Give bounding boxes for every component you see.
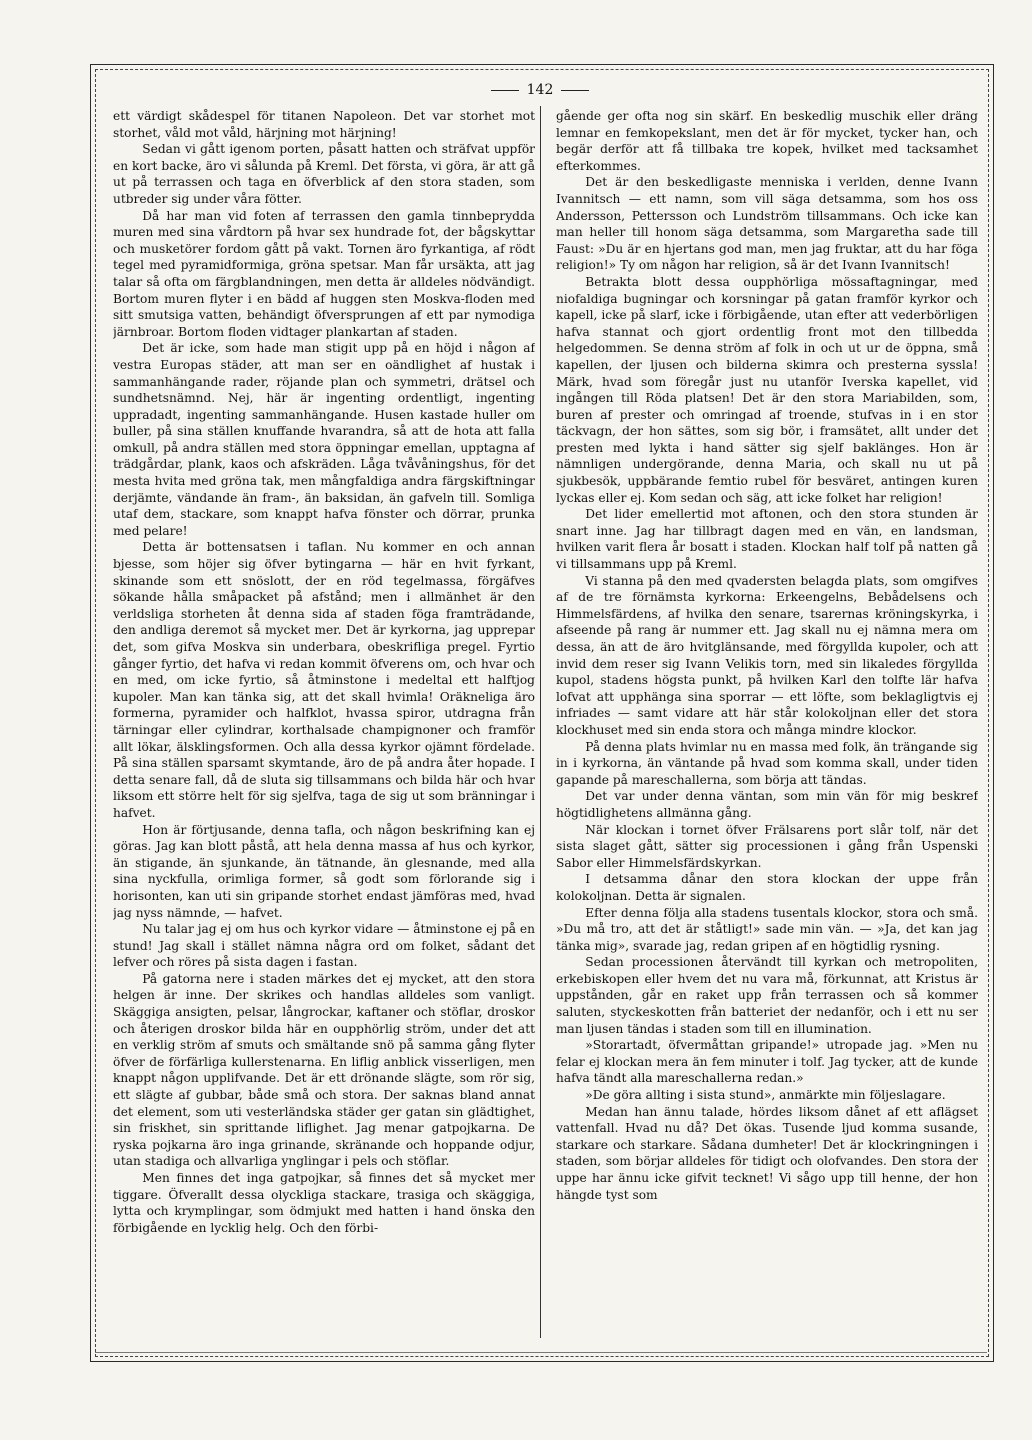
paragraph: Men finnes det inga gatpojkar, så finnes det så mycket mer tiggare. Öfverallt dessa olyckliga stackare, trasiga och skäggiga, lytta och krymplingar, som ödmjukt med hatten i hand önska den förbigående en lycklig helg. Och den förbi- xyxy=(113,1171,535,1235)
paragraph: Efter denna följa alla stadens tusentals klockor, stora och små. »Du må tro, att det är ståtligt!» sade min vän. — »Ja, det kan jag tänka mig», svarade jag, redan gripen af en högtidlig rysning. xyxy=(556,905,978,953)
paragraph: gående ger ofta nog sin skärf. En beskedlig muschik eller dräng lemnar en femkopekslant, men det är för mycket, tycker han, och begär derför att få tillbaka tre kopek, hvilket med tacksamhet efterkommes. xyxy=(556,109,978,173)
paragraph: ett värdigt skådespel för titanen Napoleon. Det var storhet mot storhet, våld mot våld, härjning mot härjning! xyxy=(113,109,535,140)
paragraph: Sedan vi gått igenom porten, påsatt hatten och sträfvat uppför en kort backe, äro vi sålunda på Kreml. Det första, vi göra, är att gå ut på terrassen och taga en öfverblick af den stora staden, som utbreder sig under våra fötter. xyxy=(113,142,535,206)
paragraph: I detsamma dånar den stora klockan der uppe från kolokoljnan. Detta är signalen. xyxy=(556,872,978,903)
paragraph: Hon är förtjusande, denna tafla, och någon beskrifning kan ej göras. Jag kan blott påstå, att hela denna massa af hus och kyrkor, än stigande, än sjunkande, än tätnande, än glesnande, med alla sina nyckfulla, orimliga former, så godt som förlorande sig i horisonten, kan uti sin gripande storhet endast jämföras med, hvad jag nyss nämnde, — hafvet. xyxy=(113,822,535,920)
paragraph: »Storartadt, öfvermåttan gripande!» utropade jag. »Men nu felar ej klockan mera än fem minuter i tolf. Jag tycker, att de kunde hafva tändt alla mareschallerna redan.» xyxy=(556,1038,978,1086)
page-number: 142 xyxy=(526,82,554,98)
left-column xyxy=(113,108,535,1340)
right-column xyxy=(556,108,978,1340)
paragraph: »De göra allting i sista stund», anmärkte min följeslagare. xyxy=(585,1088,946,1103)
paragraph: Vi stanna på den med qvadersten belagda plats, som omgifves af de tre förnämsta kyrkorna: Erkeengelns, Bebådelsens och Himmelsfärdens, af hvilka den senare, tsarernas kröningskyrka, i afseende på rang är nummer ett. Jag skall nu ej nämna mera om dessa, än att de äro hvitglänsande, med förgyllda kupoler, och att invid dem reser sig Ivann Velikis torn, med sin likaledes förgyllda kupol, stadens högsta punkt, på hvilken Karl den tolfte lär hafva lofvat att upphänga sina sporrar — ett löfte, som beklagligtvis ej infriades — samt vidare att här står kolokoljnan eller det stora klockhuset med sin enda stora och många mindre klockor. xyxy=(556,573,978,737)
paragraph: Nu talar jag ej om hus och kyrkor vidare — åtminstone ej på en stund! Jag skall i stället nämna några ord om folket, sådant det lefver och röres på sista dagen i fastan. xyxy=(113,922,535,970)
paragraph: Det är den beskedligaste menniska i verlden, denne Ivann Ivannitsch — ett namn, som vill säga detsamma, som hos oss Andersson, Pettersson och Lundström tillsammans. Och icke kan man heller till honom säga detsamma, som Margaretha sade till Faust: »Du är en hjertans god man, men jag fruktar, att du har föga religion!» Ty om någon har religion, så är det Ivann Ivannitsch! xyxy=(556,175,978,273)
header-dash-right xyxy=(561,90,589,91)
paragraph: Sedan processionen återvändt till kyrkan och metropoliten, erkebiskopen eller hvem det nu vara må, förkunnat, att Kristus är uppstånden, går en raket upp från terrassen och så kommer saluten, styckeskotten från batteriet der nedanför, och i ett nu ser man ljusen tändas i staden som till en illumination. xyxy=(556,955,978,1036)
paragraph: Det lider emellertid mot aftonen, och den stora stunden är snart inne. Jag har tillbragt dagen med en vän, en landsman, hvilken varit flera år bosatt i staden. Klockan half tolf på natten gå vi tillsammans upp på Kreml. xyxy=(556,507,978,572)
paragraph: På gatorna nere i staden märkes det ej mycket, att den stora helgen är inne. Der skrikes och handlas alldeles som vanligt. Skäggiga ansigten, pelsar, långrockar, kaftaner och stöflar, droskor och återigen droskor bilda här en oupphörlig ström, under det att en verklig ström af smuts och smältande snö på samma gång flyter öfver de förfärliga kullerstenarna. En liflig anblick visserligen, men knappt någon upplifvande. Det är ett drönande slägte, som rör sig, ett slägte af gubbar, både små och stora. Der saknas bland annat det element, som uti vesterländska städer ger gatan sin glädtighet, sin friskhet, sin sprittande liflighet. Jag menar gatpojkarna. De ryska pojkarna äro inga grinande, skränande och hoppande odjur, utan stadiga och allvarliga ynglingar i pels och stöflar. xyxy=(113,971,535,1169)
paragraph: På denna plats hvimlar nu en massa med folk, än trängande sig in i kyrkorna, än väntande på hvad som komma skall, under tiden gapande på mareschallerna, som börja att tändas. xyxy=(556,739,978,787)
column-divider xyxy=(540,106,541,1338)
page-number-header xyxy=(470,82,610,98)
paragraph: Då har man vid foten af terrassen den gamla tinnbeprydda muren med sina vårdtorn på hvar sex hundrade fot, der bågskyttar och musketörer fordom gått på vakt. Tornen äro fyrkantiga, af rödt tegel med pyramidformiga, gröna spetsar. Man får ursäkta, att jag talar så ofta om färgblandningen, men detta är alldeles nödvändigt. Bortom muren flyter i en bädd af huggen sten Moskva-floden med sitt smutsiga vatten, behändigt öfversprungen af ett par nymodiga järnbroar. Bortom floden vidtager plankartan af staden. xyxy=(113,208,535,339)
paragraph: Medan han ännu talade, hördes liksom dånet af ett aflägset vattenfall. Hvad nu då? Det ökas. Tusende ljud komma susande, starkare och starkare. Sådana dumheter! Det är klockringningen i staden, som börjar alldeles för tidigt och olofvandes. Den stora der uppe har ännu icke gifvit tecknet! Vi sågo upp till henne, der hon hängde tyst som xyxy=(556,1104,978,1202)
bottom-rule xyxy=(95,1352,987,1353)
paragraph: Det är icke, som hade man stigit upp på en höjd i någon af vestra Europas städer, att man ser en oändlighet af hustak i sammanhängande rader, röjande plan och symmetri, drätsel och sundhetsnämnd. Nej, här är ingenting ordentligt, ingenting uppradadt, ingenting sammanhängande. Husen kastade huller om buller, på sina ställen knuffande hvarandra, så att de hota att falla omkull, på andra ställen med stora öppningar emellan, upptagna af trädgårdar, plank, kaos och afskräden. Låga tvåvåningshus, för det mesta hvita med gröna tak, men mångfaldiga andra färgskiftningar derjämte, vändande än fram-, än baksidan, än gafveln till. Somliga utaf dem, stackare, som knappt hafva fönster och dörrar, prunka med pelare! xyxy=(113,341,535,538)
paragraph: Det var under denna väntan, som min vän för mig beskref högtidlighetens allmänna gång. xyxy=(556,789,978,820)
paragraph: Detta är bottensatsen i taflan. Nu kommer en och annan bjesse, som höjer sig öfver bytingarna — här en hvit fyrkant, skinande som ett snöslott, der en röd tegelmassa, förgäfves sökande hålla småpacket på afstånd; men i allmänhet är den verldsliga storheten åt denna sida af staden föga framträdande, den andliga deremot så mycket mer. Det är kyrkorna, jag upprepar det, som gifva Moskva sin underbara, obeskrifliga pregel. Fyrtio gånger fyrtio, det hafva vi redan kommit öfverens om, och hvar och en med, om icke fyrtio, så åtminstone i medeltal ett halftjog kupoler. Man kan tänka sig, att det skall hvimla! Oräkneliga äro formerna, pyramider och halfklot, hvassa spiror, utdragna från tärningar eller cylindrar, korthalsade champignoner och framför allt lökar, älsklingsformen. Och alla dessa kyrkor ojämnt fördelade. På sina ställen sparsamt skymtande, äro de på andra åter hopade. I detta senare fall, då de sluta sig tillsammans och bilda här och hvar liksom ett större helt för sig sjelfva, taga de sig ut som bränningar i hafvet. xyxy=(113,540,535,820)
paragraph: Betrakta blott dessa oupphörliga mössaftagningar, med niofaldiga bugningar och korsningar på gatan framför kyrkor och kapell, icke på slarf, icke i förbigående, utan efter att vederbörligen hafva stannat och gjort ordentlig front mot den tillbedda helgedommen. Se denna ström af folk in och ut ur de öppna, små kapellen, der ljusen och bilderna skimra och presterna syssla! Märk, hvad som föregår just nu utanför Iverska kapellet, vid ingången till Röda platsen! Det är den stora Mariabilden, som, buren af prester och omringad af troende, stufvas in i en stor täckvagn, der hon sättes, som sig bör, i framsätet, allt under det presten med lykta i hand sätter sig sjelf baklänges. Hon är nämnligen undergörande, denna Maria, och skall nu ut på sjukbesök, uppbärande femtio rubel för besväret, antingen kuren lyckas eller ej. Kom sedan och säg, att icke folket har religion! xyxy=(556,274,978,505)
header-dash-left xyxy=(491,90,519,91)
paragraph: När klockan i tornet öfver Frälsarens port slår tolf, när det sista slaget gått, sätter sig processionen i gång från Uspenski Sabor eller Himmelsfärdskyrkan. xyxy=(556,822,978,870)
